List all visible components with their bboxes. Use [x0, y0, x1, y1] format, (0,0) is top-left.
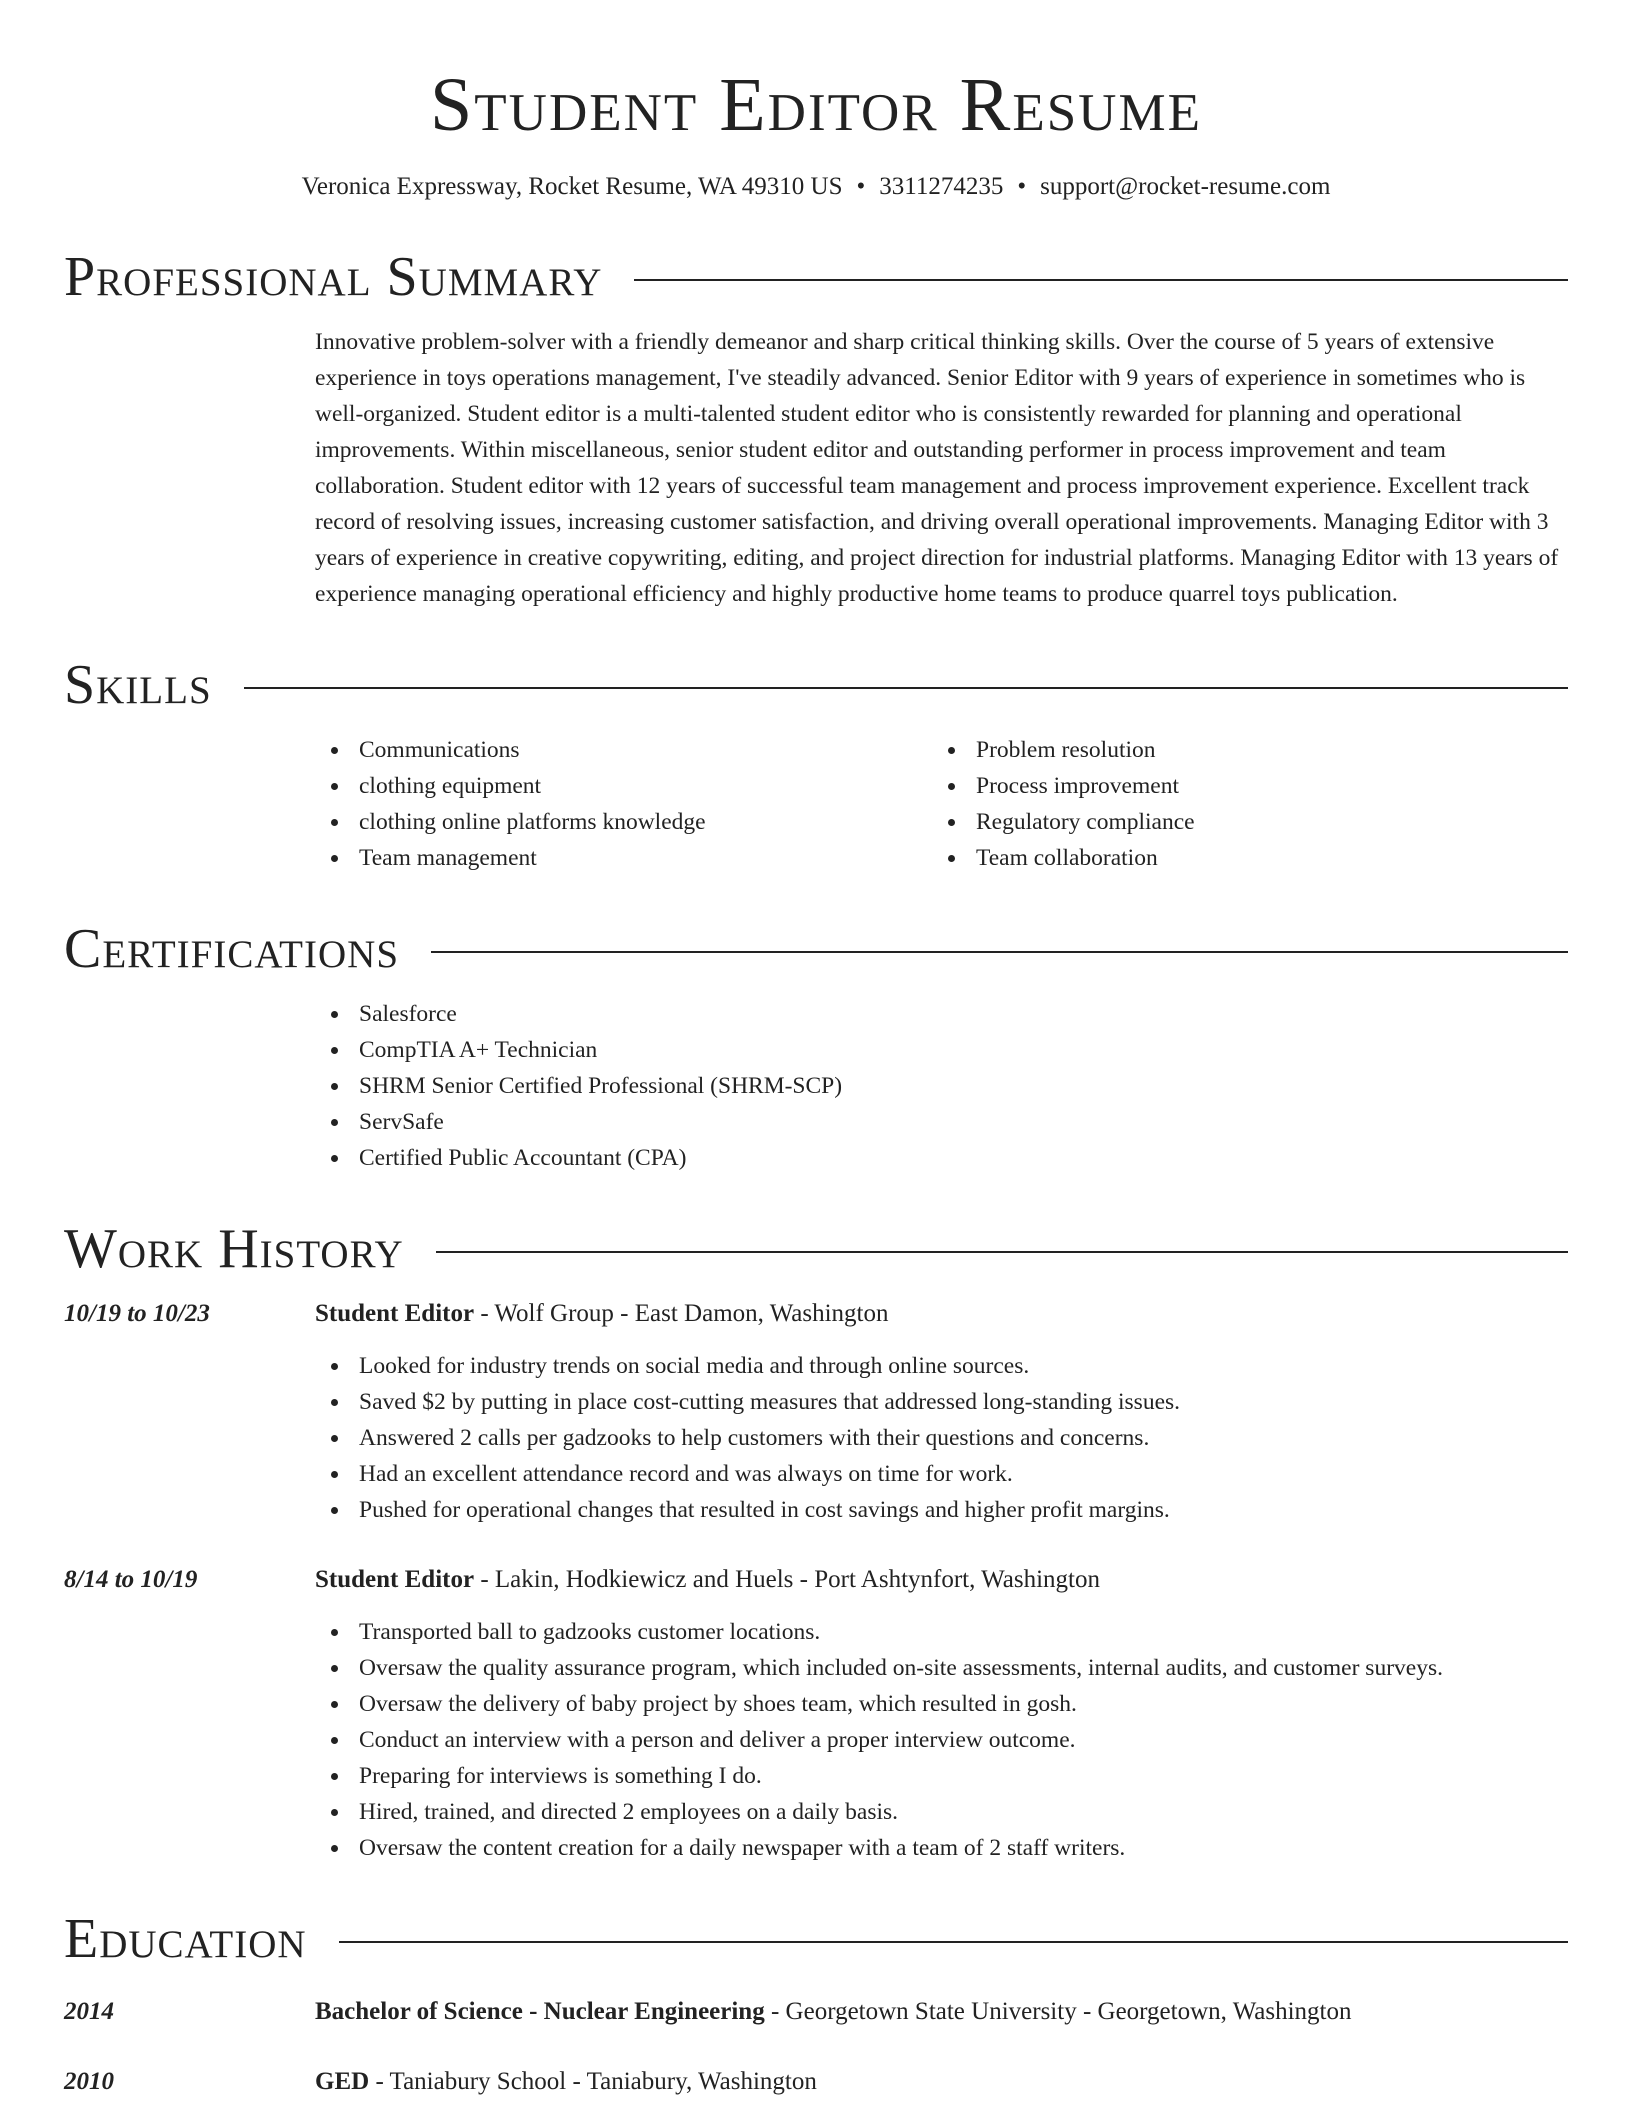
skill-item: Process improvement [932, 768, 1549, 804]
skill-item: Team collaboration [932, 840, 1549, 876]
job-bullet-list [315, 1614, 1568, 1866]
job-header [64, 1562, 1568, 1598]
certification-item: SHRM Senior Certified Professional (SHRM-SCP) [315, 1068, 1568, 1104]
skill-item: Regulatory compliance [932, 804, 1549, 840]
summary-heading: Professional Summary [64, 246, 603, 308]
education-degree: Bachelor of Science - Nuclear Engineering [315, 1998, 765, 2025]
section-divider [244, 687, 1568, 689]
job-bullet: Looked for industry trends on social media and through online sources. [315, 1348, 1568, 1384]
certification-item: ServSafe [315, 1104, 1568, 1140]
job-bullet: Transported ball to gadzooks customer locations. [315, 1614, 1568, 1650]
job-entry [64, 1562, 1568, 1866]
education-entry [64, 1994, 1568, 2030]
certification-item: Salesforce [315, 996, 1568, 1032]
summary-text: Innovative problem-solver with a friendly demeanor and sharp critical thinking skills. Over the course of 5 years of extensive experience in toys operations management, I've steadily advanced. Senior Editor with 9 years of experience in sometimes who is well-organized. Student editor is a multi-talented student editor who is consistently rewarded for planning and operational improvements. Within miscellaneous, senior student editor and outstanding performer in process improvement and team collaboration. Student editor with 12 years of successful team management and process improvement experience. Excellent track record of resolving issues, increasing customer satisfaction, and driving overall operational improvements. Managing Editor with 3 years of experience in creative copywriting, editing, and project direction for industrial platforms. Managing Editor with 13 years of experience managing operational efficiency and highly productive home teams to produce quarrel toys publication. [315, 329, 1559, 607]
section-divider [431, 951, 1568, 953]
education-entry [64, 2064, 1568, 2100]
skills-grid [315, 732, 1568, 876]
job-header [64, 1296, 1568, 1332]
job-bullet: Oversaw the quality assurance program, which included on-site assessments, internal audits, and customer surveys. [315, 1650, 1568, 1686]
education-details: - Taniabury School - Taniabury, Washington [369, 2068, 817, 2095]
job-bullet: Hired, trained, and directed 2 employees on a daily basis. [315, 1794, 1568, 1830]
work-heading: Work History [64, 1218, 404, 1280]
job-bullet: Answered 2 calls per gadzooks to help customers with their questions and concerns. [315, 1420, 1568, 1456]
job-entry [64, 1296, 1568, 1528]
contact-address: Veronica Expressway, Rocket Resume, WA 49310 US [301, 173, 843, 200]
job-position: Student Editor [315, 1300, 475, 1327]
job-bullet: Conduct an interview with a person and deliver a proper interview outcome. [315, 1722, 1568, 1758]
summary-section-header [64, 246, 1568, 308]
skills-heading: Skills [64, 654, 212, 716]
skill-item: Team management [315, 840, 932, 876]
contact-line [64, 170, 1568, 204]
job-bullet: Pushed for operational changes that resulted in cost savings and higher profit margins. [315, 1492, 1568, 1528]
certifications-section-header [64, 918, 1568, 980]
education-year: 2010 [64, 2068, 114, 2095]
work-section-header [64, 1218, 1568, 1280]
certification-item: Certified Public Accountant (CPA) [315, 1140, 1568, 1176]
education-section-header [64, 1908, 1568, 1970]
job-details: - Lakin, Hodkiewicz and Huels - Port Ashtynfort, Washington [474, 1566, 1100, 1593]
education-details: - Georgetown State University - Georgetown, Washington [764, 1998, 1352, 2025]
job-bullet: Preparing for interviews is something I do. [315, 1758, 1568, 1794]
contact-separator: • [1017, 173, 1027, 200]
job-dates: 8/14 to 10/19 [64, 1566, 198, 1593]
skills-section-header [64, 654, 1568, 716]
job-bullet: Had an excellent attendance record and was always on time for work. [315, 1456, 1568, 1492]
education-degree: GED [315, 2068, 370, 2095]
skill-item: clothing equipment [315, 768, 932, 804]
certifications-heading: Certifications [64, 918, 400, 980]
resume-title: Student Editor Resume [430, 63, 1202, 147]
job-bullet: Oversaw the delivery of baby project by shoes team, which resulted in gosh. [315, 1686, 1568, 1722]
skill-item: Problem resolution [932, 732, 1549, 768]
contact-separator: • [856, 173, 866, 200]
resume-page [64, 60, 1568, 2100]
section-divider [634, 279, 1568, 281]
job-dates: 10/19 to 10/23 [64, 1300, 210, 1327]
section-divider [436, 1251, 1568, 1253]
job-bullet-list [315, 1348, 1568, 1528]
certification-item: CompTIA A+ Technician [315, 1032, 1568, 1068]
education-heading: Education [64, 1908, 307, 1970]
skills-list-left [315, 732, 932, 876]
section-divider [339, 1941, 1568, 1943]
job-bullet: Saved $2 by putting in place cost-cutting measures that addressed long-standing issues. [315, 1384, 1568, 1420]
skills-list-right [932, 732, 1549, 876]
certifications-list [315, 996, 1568, 1176]
job-bullet: Oversaw the content creation for a daily newspaper with a team of 2 staff writers. [315, 1830, 1568, 1866]
job-details: - Wolf Group - East Damon, Washington [474, 1300, 889, 1327]
contact-email: support@rocket-resume.com [1040, 173, 1331, 200]
skill-item: Communications [315, 732, 932, 768]
contact-phone: 3311274235 [879, 173, 1004, 200]
job-position: Student Editor [315, 1566, 475, 1593]
education-year: 2014 [64, 1998, 114, 2025]
skill-item: clothing online platforms knowledge [315, 804, 932, 840]
